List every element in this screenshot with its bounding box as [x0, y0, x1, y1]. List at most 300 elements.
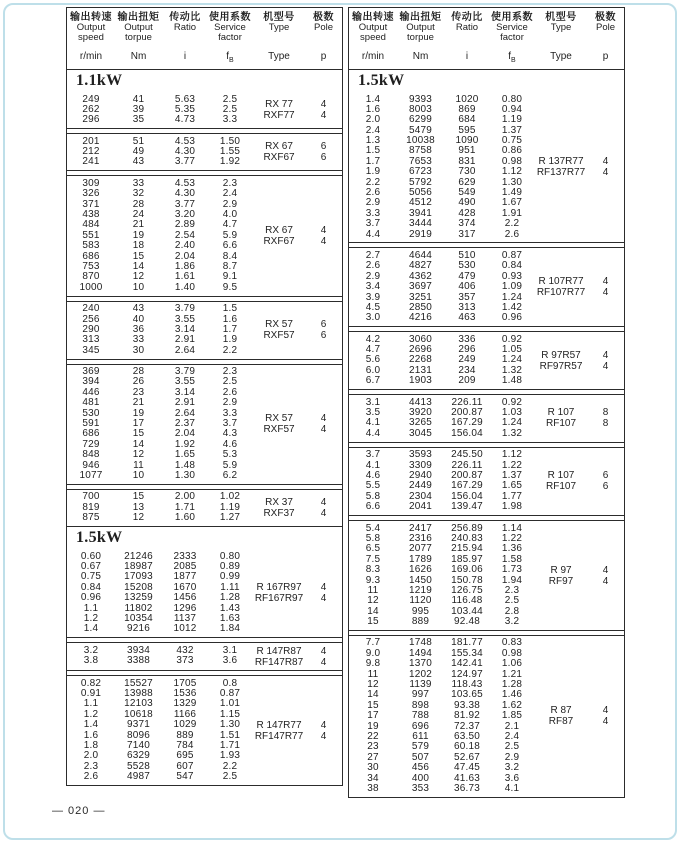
cell-value: 2.3	[504, 584, 520, 596]
type-row	[252, 424, 341, 435]
unit-label: i	[183, 51, 187, 62]
cell-value: 875	[82, 512, 100, 524]
pole-value: 4	[320, 235, 327, 247]
cell-value: 1090	[455, 135, 479, 147]
type-label: RX 57	[265, 413, 293, 425]
cell-value: 39	[132, 103, 145, 115]
cell-value: 2.6	[504, 228, 520, 240]
type-row	[252, 646, 341, 657]
table-row	[349, 429, 534, 439]
cell-value: 4.3	[222, 428, 238, 440]
cell-value: 35	[132, 114, 145, 126]
cell-value: 41	[132, 93, 145, 105]
cell-value: 3.3	[365, 207, 381, 219]
cell-value: 241	[82, 156, 100, 168]
cell-value: 3.7	[222, 418, 238, 430]
type-label: RX 57	[265, 319, 293, 331]
cell-value: 686	[82, 250, 100, 262]
cell-value: 2.40	[174, 240, 196, 252]
type-pole-column	[252, 304, 341, 356]
cell-value: 1.93	[219, 750, 241, 762]
cell-value: 484	[82, 219, 100, 231]
cell-value: 0.93	[501, 270, 523, 282]
cell-value: 0.75	[80, 571, 102, 583]
cell-value: 7140	[126, 740, 151, 752]
cell-value: 240.83	[451, 532, 483, 544]
header-label-en: Pole	[313, 22, 333, 33]
cell-value: 353	[411, 782, 430, 794]
data-rows	[67, 492, 252, 523]
type-row	[534, 470, 623, 481]
cell-value: 249	[458, 354, 476, 366]
data-block	[349, 92, 624, 243]
header-label-zh: 机型号	[263, 12, 295, 23]
cell-value: 4.30	[174, 188, 196, 200]
cell-value: 52.67	[453, 751, 481, 763]
cell-value: 1.24	[501, 354, 523, 366]
type-label: RF167R97	[254, 593, 304, 605]
type-label: RX 77	[265, 99, 293, 111]
cell-value: 3.14	[174, 323, 196, 335]
cell-value: 18	[132, 240, 145, 252]
type-row	[252, 141, 341, 152]
table-row	[349, 565, 534, 575]
cell-value: 0.96	[80, 592, 102, 604]
cell-value: 1.94	[501, 574, 523, 586]
cell-value: 3.3	[222, 114, 238, 126]
table-row	[349, 502, 534, 512]
cell-value: 240	[82, 303, 100, 315]
cell-value: 43	[132, 303, 145, 315]
cell-value: 1450	[408, 574, 433, 586]
type-label: RXF57	[263, 424, 295, 436]
cell-value: 3.3	[222, 407, 238, 419]
cell-value: 11	[367, 584, 379, 596]
cell-value: 4.1	[365, 417, 381, 429]
cell-value: 2.2	[365, 176, 381, 188]
type-label: RXF67	[263, 152, 295, 164]
type-row	[252, 582, 341, 593]
cell-value: 1137	[173, 612, 197, 624]
cell-value: 1705	[173, 677, 197, 689]
cell-value: 1.19	[219, 501, 241, 513]
unit-label: Type	[550, 51, 572, 62]
cell-value: 870	[82, 271, 100, 283]
cell-value: 547	[176, 771, 194, 783]
cell-value: 226.11	[451, 459, 483, 471]
cell-value: 1.6	[83, 729, 99, 741]
cell-value: 1.21	[501, 668, 523, 680]
cell-value: 1.46	[501, 689, 523, 701]
gear-table-left	[66, 7, 343, 798]
cell-value: 2919	[408, 228, 433, 240]
type-label: RF107R77	[536, 287, 586, 299]
header-label-zh: 传动比	[169, 12, 201, 23]
cell-value: 17	[132, 418, 145, 430]
cell-value: 551	[82, 229, 100, 241]
type-row	[252, 413, 341, 424]
cell-value: 167.29	[451, 417, 483, 429]
cell-value: 336	[458, 333, 476, 345]
cell-value: 3.6	[222, 655, 238, 667]
table-row	[67, 471, 252, 481]
cell-value: 1.7	[365, 155, 381, 167]
cell-value: 3.2	[504, 762, 520, 774]
cell-value: 6.6	[365, 501, 381, 513]
cell-value: 0.84	[501, 260, 523, 272]
cell-value: 1.32	[501, 427, 523, 439]
cell-value: 14	[367, 689, 379, 701]
data-block	[67, 642, 342, 671]
cell-value: 3.20	[174, 209, 196, 221]
cell-value: 0.98	[501, 155, 523, 167]
cell-value: 313	[458, 301, 476, 313]
data-rows	[349, 398, 534, 440]
header-label-zh: 使用系数	[209, 12, 251, 23]
pole-value: 6	[320, 319, 327, 331]
cell-value: 2.64	[174, 344, 196, 356]
cell-value: 4.7	[365, 344, 381, 356]
cell-value: 1.98	[501, 501, 523, 513]
cell-value: 155.34	[451, 647, 483, 659]
cell-value: 3.55	[174, 313, 196, 325]
cell-value: 889	[176, 729, 194, 741]
cell-value: 1670	[173, 581, 197, 593]
cell-value: 7.7	[365, 637, 381, 649]
cell-value: 1329	[173, 698, 197, 710]
cell-value: 530	[82, 407, 100, 419]
pole-value: 4	[320, 99, 327, 111]
cell-value: 1.1	[83, 602, 99, 614]
cell-value: 12	[367, 595, 379, 607]
cell-value: 5792	[408, 176, 433, 188]
unit-label: Nm	[412, 51, 429, 62]
header-label-zh: 传动比	[451, 12, 483, 23]
cell-value: 6329	[126, 750, 151, 762]
cell-value: 686	[82, 428, 100, 440]
type-label: RF137R77	[536, 167, 586, 179]
cell-value: 2304	[408, 490, 433, 502]
cell-value: 4.1	[504, 782, 520, 794]
type-row	[534, 156, 623, 167]
cell-value: 5.9	[222, 459, 238, 471]
cell-value: 3.1	[365, 396, 381, 408]
cell-value: 729	[82, 438, 100, 450]
cell-value: 1.02	[219, 491, 241, 503]
pole-value: 4	[602, 575, 609, 587]
cell-value: 7.5	[365, 553, 381, 565]
pole-value: 4	[320, 424, 327, 436]
cell-value: 1296	[173, 602, 197, 614]
type-label: R 167R97	[256, 582, 302, 594]
cell-value: 730	[458, 166, 476, 178]
data-block	[67, 549, 342, 638]
cell-value: 181.77	[451, 637, 483, 649]
cell-value: 2.1	[504, 720, 520, 732]
type-pole-column	[252, 137, 341, 168]
cell-value: 1.8	[83, 740, 99, 752]
data-rows	[67, 179, 252, 293]
cell-value: 1.48	[501, 375, 523, 387]
pole-value: 4	[320, 656, 327, 668]
cell-value: 0.92	[501, 333, 523, 345]
cell-value: 6.0	[365, 364, 381, 376]
pole-value: 4	[320, 719, 327, 731]
cell-value: 2.7	[365, 249, 381, 261]
cell-value: 72.37	[453, 720, 481, 732]
cell-value: 446	[82, 386, 100, 398]
cell-value: 2.6	[222, 386, 238, 398]
type-label: RX 37	[265, 496, 293, 508]
cell-value: 4.5	[365, 301, 381, 313]
cell-value: 345	[82, 344, 100, 356]
cell-value: 15	[132, 428, 145, 440]
cell-value: 3.79	[174, 366, 196, 378]
type-label: RX 67	[265, 224, 293, 236]
unit-label: r/min	[79, 51, 103, 62]
cell-value: 5.8	[365, 532, 381, 544]
cell-value: 4216	[408, 312, 433, 324]
table-row	[349, 617, 534, 627]
pole-value: 8	[602, 418, 609, 430]
cell-value: 5.4	[365, 522, 381, 534]
cell-value: 2.9	[222, 198, 238, 210]
pole-value: 6	[602, 470, 609, 482]
cell-value: 103.65	[451, 689, 483, 701]
cell-value: 579	[411, 741, 430, 753]
cell-value: 2449	[408, 480, 433, 492]
cell-value: 591	[82, 418, 100, 430]
cell-value: 215.94	[451, 543, 483, 555]
cell-value: 3941	[408, 207, 433, 219]
header-label-zh: 输出扭矩	[117, 12, 160, 23]
cell-value: 2417	[408, 522, 433, 534]
table-row	[67, 115, 252, 125]
cell-value: 428	[458, 207, 476, 219]
cell-value: 1.09	[501, 281, 523, 293]
cell-value: 2.6	[83, 771, 99, 783]
cell-value: 629	[458, 176, 476, 188]
cell-value: 19	[367, 720, 379, 732]
cell-value: 373	[176, 655, 194, 667]
table-row	[349, 230, 534, 240]
cell-value: 256.89	[451, 522, 483, 534]
cell-value: 2.5	[222, 103, 238, 115]
cell-value: 3.5	[365, 407, 381, 419]
cell-value: 1.30	[174, 470, 196, 481]
cell-value: 1.28	[501, 679, 523, 691]
cell-value: 142.41	[451, 658, 483, 670]
cell-value: 1202	[408, 668, 433, 680]
cell-value: 374	[458, 218, 476, 230]
table-row	[349, 784, 534, 794]
header-cell	[534, 12, 588, 43]
cell-value: 1.51	[219, 729, 241, 741]
cell-value: 22	[367, 730, 379, 742]
cell-value: 1626	[408, 564, 433, 576]
cell-value: 17	[367, 710, 379, 722]
cell-value: 156.04	[451, 490, 483, 502]
cell-value: 9.0	[365, 647, 381, 659]
data-rows	[67, 646, 252, 668]
cell-value: 200.87	[451, 470, 483, 481]
cell-value: 1012	[173, 623, 197, 635]
header-label-en: Service	[496, 22, 528, 33]
pole-value: 4	[320, 413, 327, 425]
cell-value: 1.65	[501, 480, 523, 492]
cell-value: 317	[458, 228, 476, 240]
pole-value: 6	[320, 330, 327, 342]
cell-value: 2.9	[365, 270, 381, 282]
cell-value: 1.12	[501, 166, 523, 178]
cell-value: 0.96	[501, 312, 523, 324]
cell-value: 6299	[408, 114, 433, 126]
cell-value: 30	[132, 344, 145, 356]
cell-value: 296	[82, 114, 100, 126]
cell-value: 6.5	[365, 543, 381, 555]
cell-value: 463	[458, 312, 476, 324]
cell-value: 1.86	[174, 260, 196, 272]
pole-value: 4	[602, 360, 609, 372]
cell-value: 209	[458, 375, 476, 387]
cell-value: 6.6	[222, 240, 238, 252]
cell-value: 15527	[124, 677, 153, 689]
cell-value: 1.49	[501, 187, 523, 199]
cell-value: 1.06	[501, 658, 523, 670]
table-body	[348, 70, 625, 798]
cell-value: 1.2	[83, 708, 99, 720]
cell-value: 4.7	[222, 219, 238, 231]
cell-value: 1.60	[174, 512, 196, 524]
cell-value: 1.63	[219, 612, 241, 624]
cell-value: 2.5	[222, 93, 238, 105]
cell-value: 1120	[409, 595, 432, 607]
cell-value: 49	[132, 146, 145, 158]
header-label-en: torpue	[407, 32, 434, 43]
cell-value: 3.55	[174, 376, 196, 388]
cell-value: 1.4	[365, 93, 381, 105]
header-cell	[444, 12, 490, 43]
cell-value: 753	[82, 260, 100, 272]
cell-value: 788	[411, 710, 430, 722]
type-row	[252, 110, 341, 121]
type-label: R 147R87	[256, 645, 302, 657]
cell-value: 12	[132, 512, 145, 524]
type-row	[534, 276, 623, 287]
cell-value: 38	[367, 782, 379, 794]
table-row	[349, 313, 534, 323]
cell-value: 5.63	[174, 93, 196, 105]
cell-value: 4.1	[365, 459, 381, 471]
type-label: RF107	[545, 481, 576, 493]
cell-value: 1.4	[83, 719, 99, 731]
cell-value: 831	[458, 155, 476, 167]
cell-value: 700	[82, 491, 100, 503]
type-row	[252, 508, 341, 519]
cell-value: 583	[82, 240, 100, 252]
cell-value: 15	[132, 491, 145, 503]
cell-value: 1.71	[219, 740, 241, 752]
cell-value: 8003	[408, 103, 433, 115]
header-label-zh: 极数	[595, 12, 616, 23]
cell-value: 256	[82, 313, 100, 325]
cell-value: 2041	[408, 501, 433, 513]
type-pole-column	[252, 646, 341, 668]
unit-label: r/min	[361, 51, 385, 62]
data-rows	[67, 679, 252, 783]
header-label-zh: 输出转速	[70, 12, 112, 23]
cell-value: 92.48	[453, 616, 481, 628]
cell-value: 2.9	[504, 751, 520, 763]
cell-value: 13988	[124, 688, 153, 700]
cell-value: 0.8	[222, 677, 238, 689]
header-cell	[115, 12, 162, 43]
cell-value: 432	[176, 644, 194, 656]
type-label: RXF57	[263, 330, 295, 342]
table-row	[67, 656, 252, 666]
pole-value: 4	[602, 564, 609, 576]
data-block	[67, 301, 342, 360]
cell-value: 3.14	[174, 386, 196, 398]
type-row	[534, 407, 623, 418]
pole-value: 6	[320, 141, 327, 153]
cell-value: 5479	[408, 124, 433, 136]
data-rows	[349, 335, 534, 387]
cell-value: 1.62	[501, 699, 523, 711]
unit-label: i	[465, 51, 469, 62]
cell-value: 1.91	[501, 207, 523, 219]
cell-value: 997	[411, 689, 430, 701]
header-cell	[397, 12, 444, 43]
type-pole-column	[252, 95, 341, 126]
cell-value: 0.80	[501, 93, 523, 105]
cell-value: 10618	[124, 708, 153, 720]
header-label-en: Type	[268, 22, 290, 33]
type-pole-column	[534, 398, 623, 440]
header-units-row	[67, 51, 342, 66]
data-rows	[67, 137, 252, 168]
cell-value: 4512	[408, 197, 433, 209]
header-cell	[162, 12, 208, 43]
unit-label: Nm	[130, 51, 147, 62]
header-cell	[588, 12, 623, 43]
cell-value: 185.97	[451, 553, 483, 565]
cell-value: 456	[411, 762, 430, 774]
type-row	[252, 152, 341, 163]
cell-value: 2.5	[222, 376, 238, 388]
cell-value: 5528	[126, 760, 151, 772]
cell-value: 124.97	[451, 668, 483, 680]
cell-value: 6.2	[222, 470, 238, 481]
cell-value: 23	[132, 386, 145, 398]
cell-value: 30	[367, 762, 379, 774]
cell-value: 3.7	[365, 449, 381, 461]
cell-value: 1.67	[501, 197, 523, 209]
type-pole-column	[534, 638, 623, 794]
cell-value: 2.2	[504, 218, 520, 230]
cell-value: 2.89	[174, 219, 196, 231]
cell-value: 9371	[126, 719, 151, 731]
cell-value: 3593	[408, 449, 433, 461]
cell-value: 3.0	[365, 312, 381, 324]
cell-value: 1.3	[365, 135, 381, 147]
cell-value: 2077	[408, 543, 433, 555]
cell-value: 9216	[126, 623, 151, 635]
cell-value: 3.7	[365, 218, 381, 230]
type-label: RXF37	[263, 507, 295, 519]
cell-value: 3265	[408, 417, 433, 429]
cell-value: 1.61	[174, 271, 196, 283]
